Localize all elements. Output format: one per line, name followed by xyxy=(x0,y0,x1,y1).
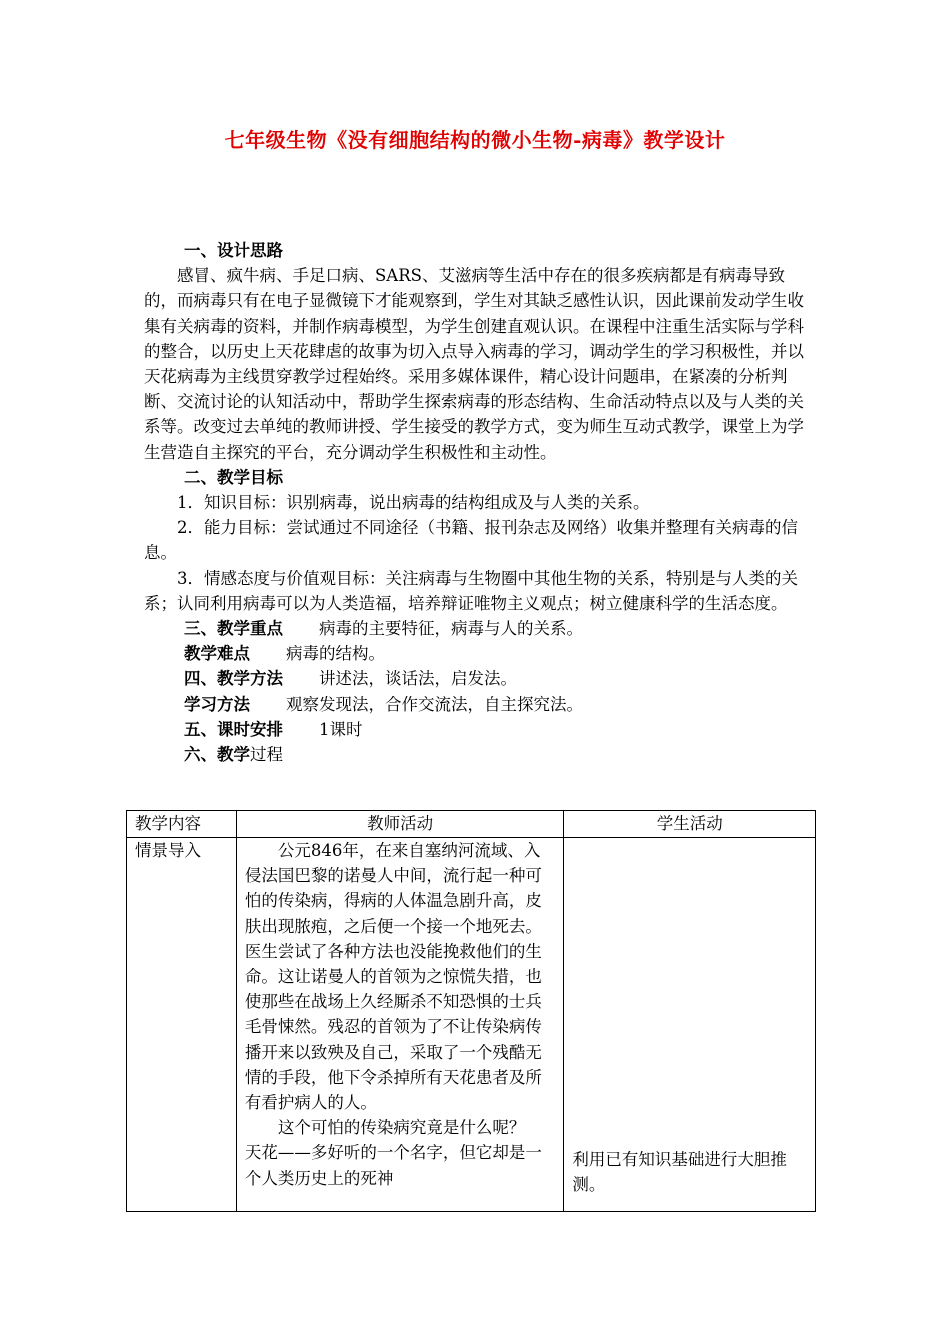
teaching-method-label: 四、教学方法 xyxy=(184,669,283,689)
header-teacher: 教师活动 xyxy=(236,811,564,838)
document-body xyxy=(144,238,808,767)
header-student: 学生活动 xyxy=(564,811,816,838)
teacher-paragraph-2: 这个可怕的传染病究竟是什么呢？ 天花——多好听的一个名字，但它却是一个人类历史上的死神 xyxy=(244,1118,559,1188)
study-method-value: 观察发现法，合作交流法，自主探究法。 xyxy=(286,694,583,714)
process-label-normal: 过程 xyxy=(250,745,283,765)
process-label-bold: 六、教学 xyxy=(184,745,250,765)
study-method-line xyxy=(144,692,808,717)
row-student-cell: 利用已有知识基础进行大胆推测。 xyxy=(564,838,816,1212)
table-header-row xyxy=(127,811,816,838)
schedule-value: 1课时 xyxy=(319,719,363,739)
key-point-value: 病毒的主要特征，病毒与人的关系。 xyxy=(319,619,583,639)
study-method-label: 学习方法 xyxy=(184,694,250,714)
difficulty-value: 病毒的结构。 xyxy=(286,644,385,664)
key-point-label: 三、教学重点 xyxy=(184,619,283,639)
row-content-cell: 情景导入 xyxy=(127,838,237,1212)
teaching-method-value: 讲述法，谈话法，启发法。 xyxy=(319,669,517,689)
design-paragraph: 感冒、疯牛病、手足口病、SARS、艾滋病等生活中存在的很多疾病都是有病毒导致的，而病毒只有在电子显微镜下才能观察到，学生对其缺乏感性认识，因此课前发动学生收集有关病毒的资料，并制作病毒模型，为学生创建直观认识。在课程中注重生活实际与学科的整合，以历史上天花肆虐的故事为切入点导入病毒的学习，调动学生的学习积极性，并以天花病毒为主线贯穿教学过程始终。采用多媒体课件，精心设计问题串，在紧凑的分析判断、交流讨论的认知活动中，帮助学生探索病毒的形态结构、生命活动特点以及与人类的关系等。改变过去单纯的教师讲授、学生接受的教学方式，变为师生互动式教学，课堂上为学生营造自主探究的平台，充分调动学生积极性和主动性。 xyxy=(144,266,804,462)
key-point-line xyxy=(144,616,808,641)
difficulty-label: 教学难点 xyxy=(184,644,250,664)
header-content: 教学内容 xyxy=(127,811,237,838)
teacher-paragraph-1: 公元846年，在来自塞纳河流域、入侵法国巴黎的诺曼人中间，流行起一种可怕的传染病，得病的人体温急剧升高，皮肤出现脓疱，之后便一个接一个地死去。医生尝试了各种方法也没能挽救他们的生命。这让诺曼人的首领为之惊慌失措，也使那些在战场上久经厮杀不知恐惧的士兵毛骨悚然。残忍的首领为了不让传染病传播开来以致殃及自己，采取了一个残酷无情的手段，他下令杀掉所有天花患者及所有看护病人的人。 xyxy=(244,841,542,1113)
schedule-line xyxy=(144,717,808,742)
schedule-label: 五、课时安排 xyxy=(184,719,283,739)
teaching-method-line xyxy=(144,666,808,691)
goal-attitude: 3．情感态度与价值观目标：关注病毒与生物圈中其他生物的关系，特别是与人类的关系；认同利用病毒可以为人类造福，培养辩证唯物主义观点；树立健康科学的生活态度。 xyxy=(144,568,798,613)
document-title: 七年级生物《没有细胞结构的微小生物-病毒》教学设计 xyxy=(224,128,726,152)
difficulty-line xyxy=(144,641,808,666)
section-heading-goals: 二、教学目标 xyxy=(184,467,283,487)
process-table xyxy=(126,810,816,1212)
process-heading xyxy=(144,742,808,767)
goal-knowledge: 1．知识目标：识别病毒，说出病毒的结构组成及与人类的关系。 xyxy=(177,493,650,513)
row-teacher-cell xyxy=(236,838,564,1212)
table-row xyxy=(127,838,816,1212)
goal-ability: 2．能力目标：尝试通过不同途径（书籍、报刊杂志及网络）收集并整理有关病毒的信息。 xyxy=(144,518,798,563)
section-heading-design: 一、设计思路 xyxy=(184,241,283,260)
